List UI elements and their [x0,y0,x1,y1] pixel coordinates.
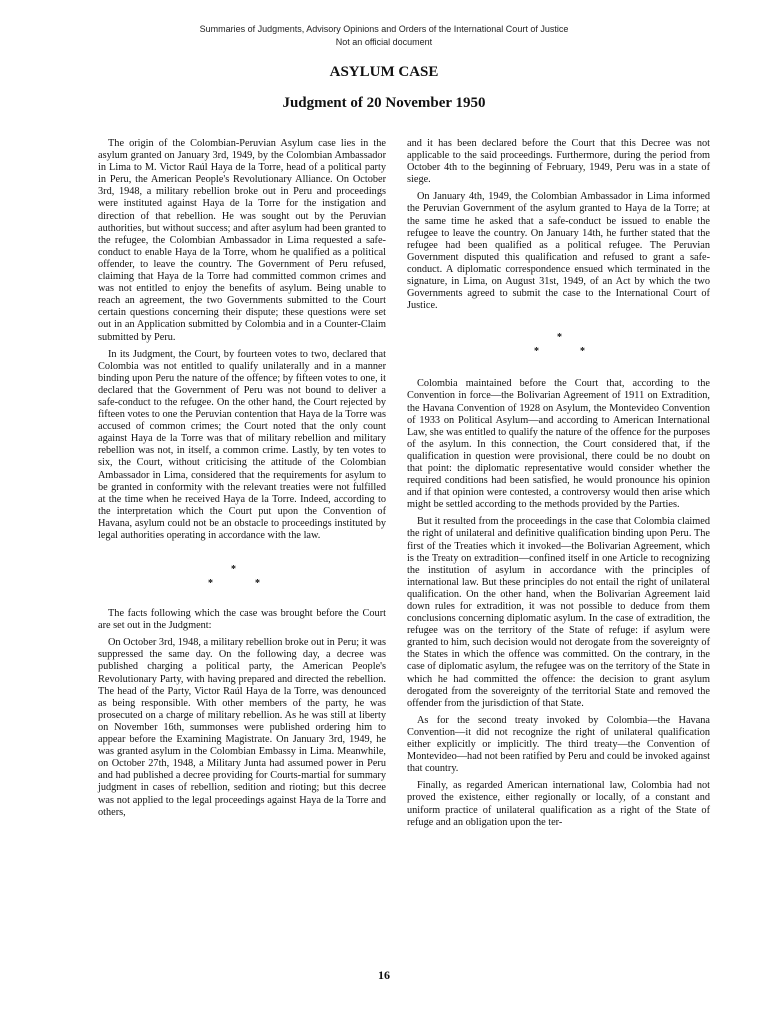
paragraph: The origin of the Colombian-Peruvian Asylum case lies in the asylum granted on January 3rd, 1949, by the Colombian Ambassador in Lima to M. Victor Raúl Haya de la Torre, head of a political party in Peru, the American People's Revolutionary Alliance. On October 3rd, 1948, a military rebellion broke out in Peru and proceedings were instituted against Haya de la Torre for the instigation and direction of that rebellion. He was sought out by the Peruvian authorities, but without success; and after asylum had been granted to the refugee, the Colombian Ambassador in Lima requested a safe-conduct to enable Haya de la Torre, whom he qualified as a political offender, to leave the country. The Government of Peru refused, claiming that Haya de la Torre had committed common crimes and was not entitled to enjoy the benefits of asylum. Being unable to reach an agreement, the two Governments submitted to the Court certain questions concerning their dispute; these questions were set out in an Application submitted by Colombia and in a Counter-Claim submitted by Peru. [98,138,386,343]
separator-star: * [534,346,539,358]
paragraph: On January 4th, 1949, the Colombian Ambassador in Lima informed the Peruvian Government of the asylum granted to Haya de la Torre; at the same time he asked that a safe-conduct be issued to enable the refugee to leave the country. On January 14th, he further stated that the refugee had been qualified as a political refugee. The Peruvian Government disputed this qualification and refused to grant a safe-conduct. A diplomatic correspondence ensued which terminated in the signature, in Lima, on August 31st, 1949, of an Act by which the two Governments agreed to submit the case to the International Court of Justice. [407,191,710,312]
running-header: Summaries of Judgments, Advisory Opinions and Orders of the International Court of Justice [199,24,569,34]
document-subtitle: Judgment of 20 November 1950 [282,95,486,111]
paragraph: In its Judgment, the Court, by fourteen votes to two, declared that Colombia was not entitled to qualify unilaterally and in a manner binding upon Peru the nature of the offence; by fifteen votes to one, it declared that the Government of Peru was not bound to deliver a safe-conduct to the refugee. On the other hand, the Court rejected by fifteen votes to one the Peruvian contention that Haya de la Torre was accused of common crimes; the Court noted that the only count against Haya de la Torre was that of military rebellion and military rebellion was not, in itself, a common crime. Lastly, by ten votes to six, the Court, without criticising the attitude of the Colombian Ambassador in Lima, considered that the requirements for asylum to be granted in conformity with the relevant treaties were not fulfilled at the time when he received Haya de la Torre. Indeed, according to the interpretation which the Court put upon the Convention of Havana, asylum could not be an obstacle to proceedings instituted by legal authorities operating in accordance with the law. [98,348,386,541]
separator-star: * [208,578,213,590]
right-column [407,138,710,829]
paragraph: But it resulted from the proceedings in the case that Colombia claimed the right of unilateral and definitive qualification binding upon Peru. The first of the Treaties which it invoked—the Bolivarian Agreement, which is the Treaty on extradition—confined itself in one Article to recognizing the institution of asylum in accordance with the principles of international law. But these principles do not entail the right of unilateral qualification. On the other hand, when the Bolivarian Agreement laid down rules for extradition, it was not possible to deduce from them conclusions concerning diplomatic asylum. In the case of extradition, the refugee was on the territory of the State of refuge: if asylum were granted to him, such decision would not derogate from the sovereignty of the States in which the offence was committed. On the contrary, in the case of diplomatic asylum, the refugee was on the territory of the State in which he had committed the offence: the decision to grant asylum derogated from the sovereignty of the territorial State and removed the offender from the jurisdiction of that State. [407,516,710,709]
paragraph: On October 3rd, 1948, a military rebellion broke out in Peru; it was suppressed the same day. On the following day, a decree was published charging a political party, the American People's Revolutionary Party, with having prepared and directed the rebellion. The head of the Party, Victor Raúl Haya de la Torre, was denounced as being responsible. With other members of the party, he was prosecuted on a charge of military rebellion. As he was still at liberty on November 16th, summonses were published ordering him to appear before the Examining Magistrate. On January 3rd, 1949, he was granted asylum in the Colombian Embassy in Lima. Meanwhile, on October 27th, 1948, a Military Junta had assumed power in Peru and had published a decree providing for Courts-martial for summary judgment in cases of rebellion, sedition and rioting; but this decree was not applied to the legal proceedings against Haya de la Torre and others, [98,637,386,818]
left-column [98,138,386,819]
section-separator [407,312,710,378]
separator-star: * [231,564,236,576]
paragraph: and it has been declared before the Court that this Decree was not applicable to the said proceedings. Furthermore, during the period from October 4th to the beginning of February, 1949, Peru was in a state of siege. [407,138,710,186]
page-number: 16 [378,968,390,982]
section-separator [98,542,386,608]
disclaimer-note: Not an official document [335,37,433,47]
paragraph: As for the second treaty invoked by Colombia—the Havana Convention—it did not recognize the right of unilateral qualification either explicitly or implicitly. The third treaty—the Convention of Montevideo—had not been ratified by Peru and could be invoked against that country. [407,714,710,775]
separator-star: * [580,346,585,358]
paragraph: The facts following which the case was brought before the Court are set out in the Judgment: [98,608,386,632]
document-title: ASYLUM CASE [329,64,439,80]
separator-star: * [557,332,562,344]
separator-star: * [255,578,260,590]
paragraph: Finally, as regarded American international law, Colombia had not proved the existence, either regionally or locally, of a constant and uniform practice of unilateral qualification as a right of the State of refuge and an obligation upon the ter- [407,780,710,828]
paragraph: Colombia maintained before the Court that, according to the Convention in force—the Bolivarian Agreement of 1911 on Extradition, the Havana Convention of 1928 on Asylum, the Montevideo Convention of 1933 on Political Asylum—and according to American International Law, she was entitled to qualify the nature of the offence for the purposes of the asylum. In this connection, the Court considered that, if the qualification in question were provisional, there could be no doubt on that point: the diplomatic representative would consider whether the required conditions had been satisfied, he would pronounce his opinion and if that opinion were contested, a controversy would then arise which might be settled according to the methods provided by the Parties. [407,378,710,511]
